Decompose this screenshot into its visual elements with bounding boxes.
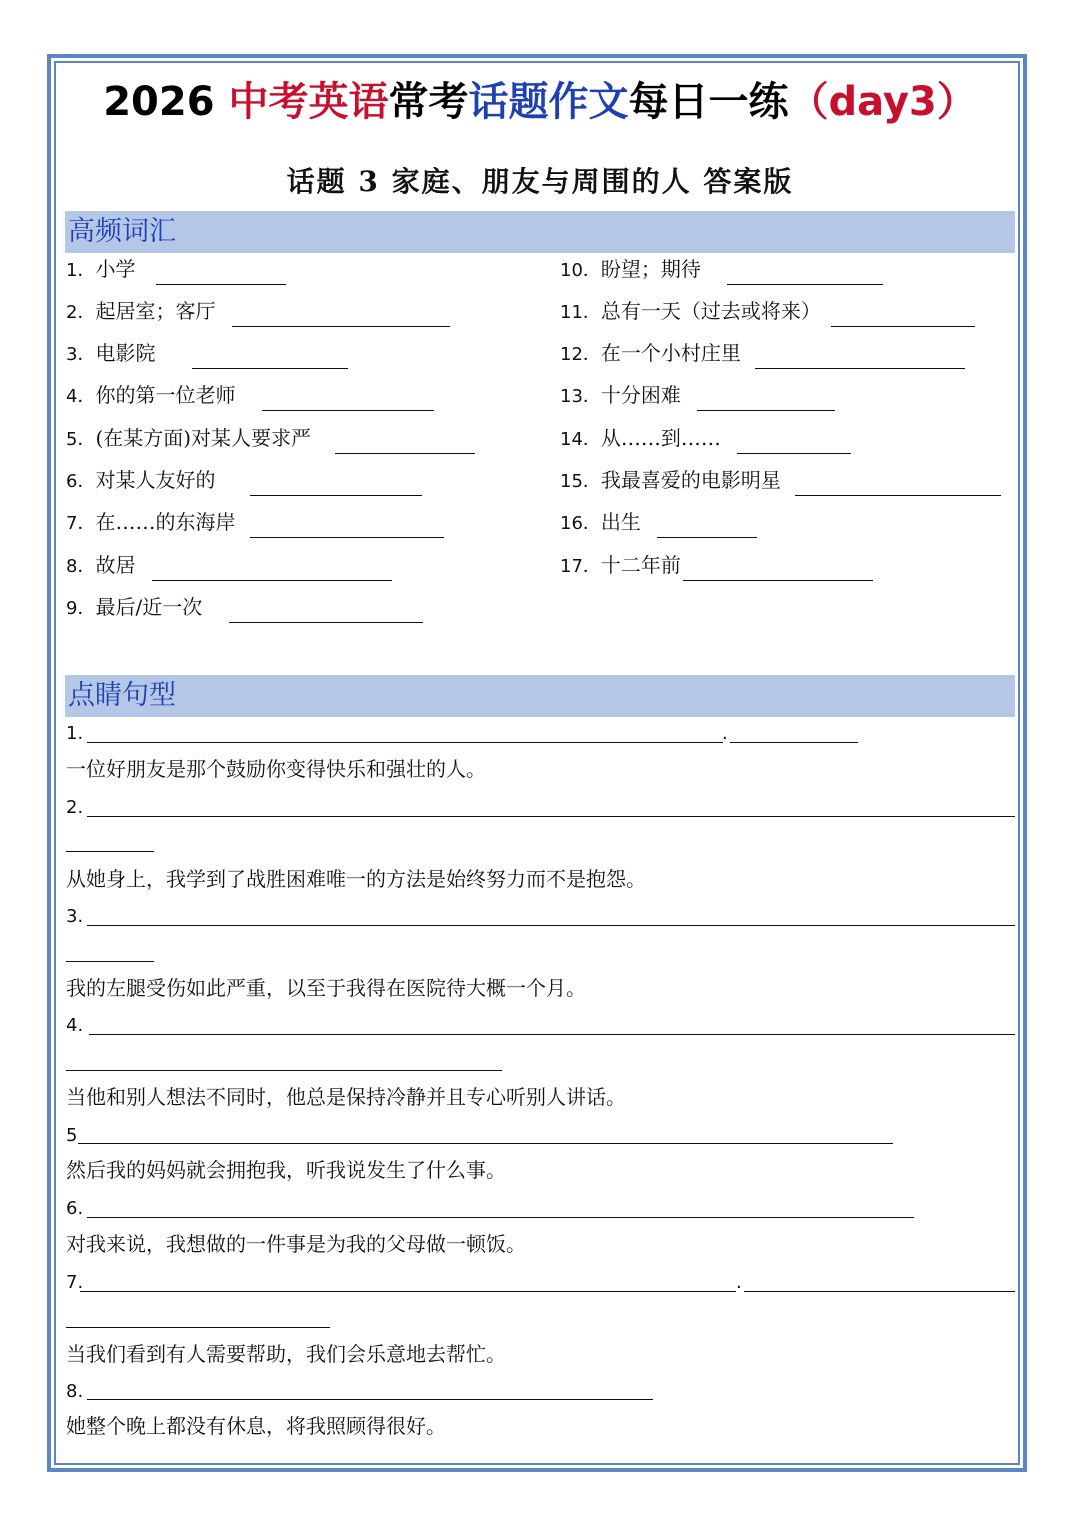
vocab-item: 17．十二年前 — [560, 551, 873, 581]
sentence-translation: 从她身上，我学到了战胜困难唯一的方法是始终努力而不是抱怨。 — [66, 867, 646, 891]
answer-blank[interactable] — [657, 515, 757, 538]
answer-line[interactable] — [730, 742, 858, 743]
vocab-item: 4．你的第一位老师 — [66, 381, 434, 411]
vocab-section-header — [65, 211, 1015, 253]
vocab-item: 8．故居 — [66, 551, 392, 581]
answer-blank[interactable] — [229, 600, 423, 623]
vocab-item: 11．总有一天（过去或将来） — [560, 297, 975, 327]
answer-line[interactable] — [78, 1143, 893, 1144]
vocab-item: 5．(在某方面)对某人要求严 — [66, 424, 475, 454]
answer-blank[interactable] — [250, 473, 422, 496]
vocab-section-title: 高频词汇 — [68, 216, 176, 247]
answer-blank[interactable] — [831, 304, 975, 327]
answer-blank[interactable] — [755, 346, 965, 369]
vocab-item: 16．出生 — [560, 508, 757, 538]
title-topic-essay: 话题作文 — [468, 79, 629, 125]
sentence-number: 4. — [66, 1015, 84, 1036]
sentence-translation: 当他和别人想法不同时，他总是保持冷静并且专心听别人讲话。 — [66, 1085, 626, 1109]
sentence-period: . — [736, 1272, 742, 1293]
answer-line[interactable] — [87, 1399, 653, 1400]
vocab-item: 12．在一个小村庄里 — [560, 339, 965, 369]
title-common: 常考 — [388, 79, 469, 125]
sentence-translation: 当我们看到有人需要帮助，我们会乐意地去帮忙。 — [66, 1342, 506, 1366]
sentence-translation: 然后我的妈妈就会拥抱我，听我说发生了什么事。 — [66, 1158, 506, 1182]
sentence-number: 1. — [66, 723, 84, 744]
answer-blank[interactable] — [232, 304, 450, 327]
answer-line[interactable] — [66, 851, 154, 852]
sentence-number: 5 — [66, 1125, 78, 1146]
vocab-item: 10．盼望；期待 — [560, 255, 883, 285]
sentence-translation: 她整个晚上都没有休息，将我照顾得很好。 — [66, 1414, 446, 1438]
vocab-item: 13．十分困难 — [560, 381, 835, 411]
answer-blank[interactable] — [727, 262, 883, 285]
vocab-item: 6．对某人友好的 — [66, 466, 422, 496]
answer-line[interactable] — [66, 1070, 502, 1071]
answer-line[interactable] — [89, 1034, 1015, 1035]
sentence-period: . — [722, 723, 728, 744]
vocab-item: 15．我最喜爱的电影明星 — [560, 466, 1001, 496]
sentence-section-header — [65, 675, 1015, 717]
vocab-item: 9．最后/近一次 — [66, 593, 423, 623]
page-title — [0, 74, 1080, 130]
answer-line[interactable] — [66, 961, 154, 962]
sentence-number: 7. — [66, 1272, 84, 1293]
sentence-translation: 我的左腿受伤如此严重，以至于我得在医院待大概一个月。 — [66, 976, 586, 1000]
vocab-item: 14．从……到…… — [560, 424, 851, 454]
title-exam: 中考英语 — [228, 79, 389, 125]
answer-line[interactable] — [87, 1217, 914, 1218]
sentence-number: 2. — [66, 797, 84, 818]
answer-blank[interactable] — [152, 558, 392, 581]
sentence-number: 3. — [66, 906, 84, 927]
answer-blank[interactable] — [156, 262, 286, 285]
vocab-item: 2．起居室；客厅 — [66, 297, 450, 327]
title-year: 2026 — [103, 79, 229, 125]
vocab-item: 1．小学 — [66, 255, 286, 285]
title-daily: 每日一练 — [628, 79, 789, 125]
answer-line[interactable] — [87, 816, 1015, 817]
title-day: （day3） — [788, 79, 977, 125]
answer-blank[interactable] — [737, 431, 851, 454]
answer-blank[interactable] — [262, 388, 434, 411]
answer-line[interactable] — [87, 742, 723, 743]
answer-blank[interactable] — [250, 515, 444, 538]
sentence-translation: 一位好朋友是那个鼓励你变得快乐和强壮的人。 — [66, 757, 486, 781]
answer-line[interactable] — [80, 1291, 736, 1292]
sentence-number: 8. — [66, 1381, 84, 1402]
answer-blank[interactable] — [697, 388, 835, 411]
answer-blank[interactable] — [335, 431, 475, 454]
answer-blank[interactable] — [683, 558, 873, 581]
answer-line[interactable] — [87, 925, 1015, 926]
sentence-number: 6. — [66, 1198, 84, 1219]
vocab-item: 7．在……的东海岸 — [66, 508, 444, 538]
sentence-translation: 对我来说，我想做的一件事是为我的父母做一顿饭。 — [66, 1232, 526, 1256]
answer-blank[interactable] — [795, 473, 1001, 496]
page-subtitle: 话题 3 家庭、朋友与周围的人 答案版 — [286, 165, 794, 198]
answer-blank[interactable] — [192, 346, 348, 369]
answer-line[interactable] — [744, 1291, 1015, 1292]
sentence-section-title: 点睛句型 — [68, 680, 176, 711]
vocab-item: 3．电影院 — [66, 339, 348, 369]
answer-line[interactable] — [66, 1327, 330, 1328]
